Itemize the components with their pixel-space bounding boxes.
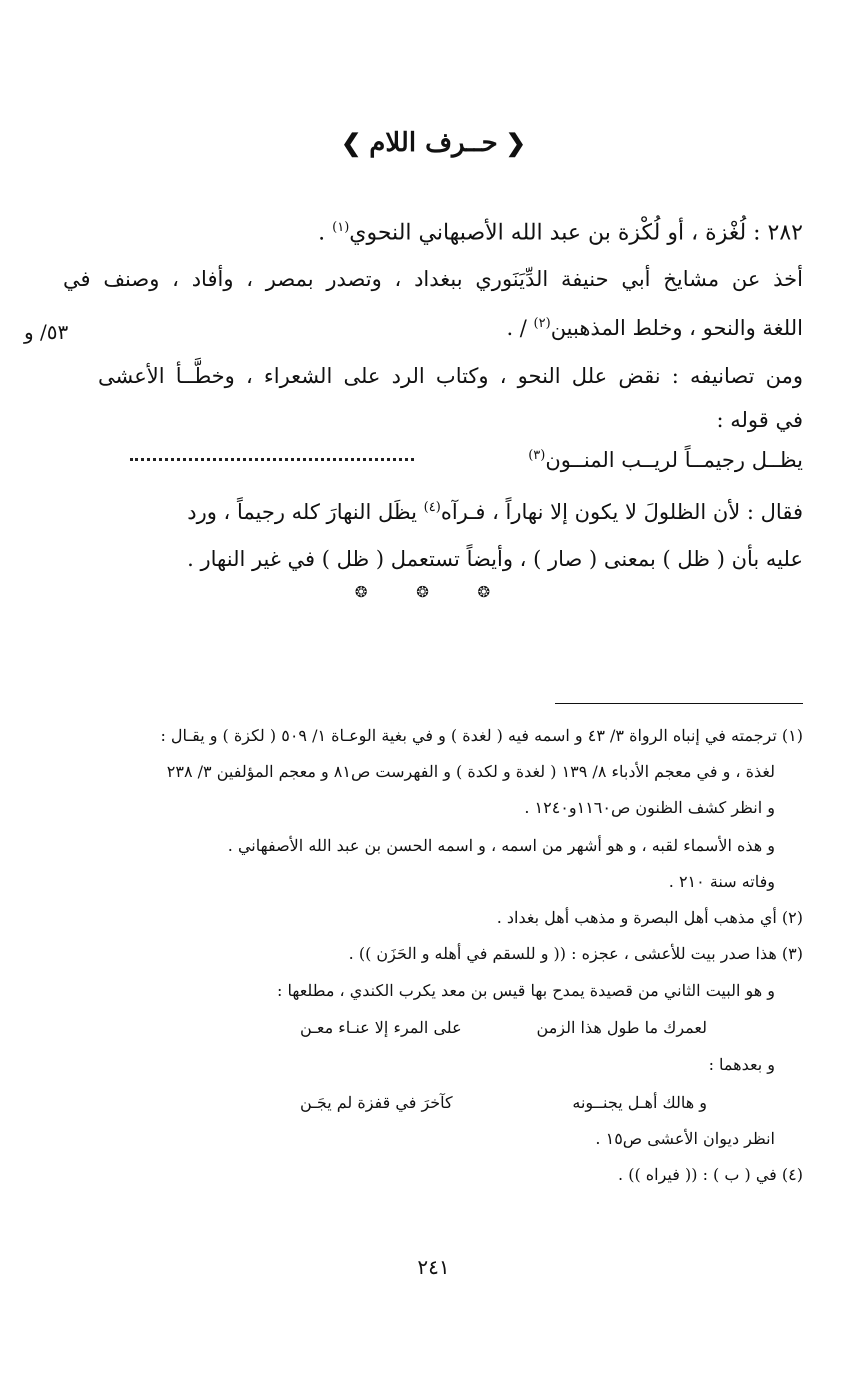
paragraph-1-end: / . [506, 316, 534, 340]
paragraph-1-line-2 [506, 316, 803, 340]
paragraph-3-line-1 [187, 500, 803, 524]
section-end-stars-icon: ❂ ❂ ❂ [354, 583, 513, 601]
footnote-separator [555, 703, 803, 704]
paragraph-3-line-2: عليه بأن ( ظل ) بمعنى ( صار ) ، وأيضاً تستعمل ( ظل ) في غير النهار . [187, 547, 803, 571]
footnote-1-line-1: (١) ترجمته في إنباه الرواة ٣/ ٤٣ و اسمه فيه ( لغدة ) و في بغية الوعـاة ١/ ٥٠٩ ( لكزة ) و يقـال : [160, 726, 803, 745]
footnote-ref-4: (٤) [423, 500, 441, 515]
entry-heading [318, 220, 803, 245]
footnote-ref-1: (١) [332, 220, 350, 235]
verse-line [528, 448, 803, 472]
page-number: ٢٤١ [417, 1255, 450, 1279]
entry-heading-end: . [318, 220, 333, 246]
footnote-3-line-4: انظر ديوان الأعشى ص١٥ . [595, 1129, 775, 1148]
footnote-3-line-1: (٣) هذا صدر بيت للأعشى ، عجزه : (( و للسقم في أهله و الحَزَن )) . [348, 944, 803, 963]
footnote-1-line-3: و انظر كشف الظنون ص١١٦٠و١٢٤٠ . [524, 798, 775, 817]
verse-dotted-gap [130, 452, 414, 461]
chapter-title: حــرف اللام [369, 128, 498, 158]
footnote-3-line-2: و هو البيت الثاني من قصيدة يمدح بها قيس بن معد يكرب الكندي ، مطلعها : [276, 981, 775, 1000]
chapter-heading [0, 128, 867, 158]
ornament-right-icon: ❮ [505, 128, 526, 157]
footnote-3-verse-1-second: على المرء إلا عنـاء معـن [300, 1018, 462, 1037]
paragraph-1-line-1: أخذ عن مشايخ أبي حنيفة الدِّيَنَوري ببغداد ، وتصدر بمصر ، وأفاد ، وصنف في [63, 267, 803, 291]
footnote-3-verse-1-first: لعمرك ما طول هذا الزمن [536, 1018, 707, 1037]
footnote-1-line-2: لغذة ، و في معجم الأدباء ٨/ ١٣٩ ( لغدة و لكدة ) و الفهرست ص٨١ و معجم المؤلفين ٣/ ٢٣٨ [166, 762, 775, 781]
paragraph-1-text: اللغة والنحو ، وخلط المذهبين [550, 316, 803, 340]
margin-folio-note: ٥٣/ و [24, 320, 69, 344]
footnote-2: (٢) أي مذهب أهل البصرة و مذهب أهل بغداد . [496, 908, 803, 927]
footnote-1-line-4: و هذه الأسماء لقبه ، و هو أشهر من اسمه ، و اسمه الحسن بن عبد الله الأصفهاني . [227, 836, 775, 855]
footnote-3-verse-2-second: كآخرَ في قفزة لم يجَـن [300, 1093, 453, 1112]
footnote-4: (٤) في ( ب ) : (( فيراه )) . [618, 1165, 803, 1184]
paragraph-2-line-2: في قوله : [716, 408, 803, 432]
footnote-1-line-5: وفاته سنة ٢١٠ . [668, 872, 775, 891]
footnote-3-verse-2-first: و هالك أهـل يجنــونه [572, 1093, 707, 1112]
paragraph-3-text-a: فقال : لأن الظلولَ لا يكون إلا نهاراً ، فـرآه [440, 500, 803, 524]
paragraph-3-text-b: يظَل النهارَ كله رجيماً ، ورد [187, 500, 424, 524]
ornament-left-icon: ❯ [341, 128, 362, 157]
footnote-ref-3: (٣) [528, 448, 546, 463]
footnote-ref-2: (٢) [533, 316, 551, 331]
verse-text: يظــل رجيمــاً لريــب المنــون [545, 448, 803, 472]
footnote-3-line-3: و بعدهما : [708, 1055, 775, 1074]
paragraph-2-line-1: ومن تصانيفه : نقض علل النحو ، وكتاب الرد على الشعراء ، وخطَّــأ الأعشى [98, 364, 803, 388]
entry-heading-text: ٢٨٢ : لُغْزة ، أو لُكْزة بن عبد الله الأصبهاني النحوي [349, 220, 803, 246]
